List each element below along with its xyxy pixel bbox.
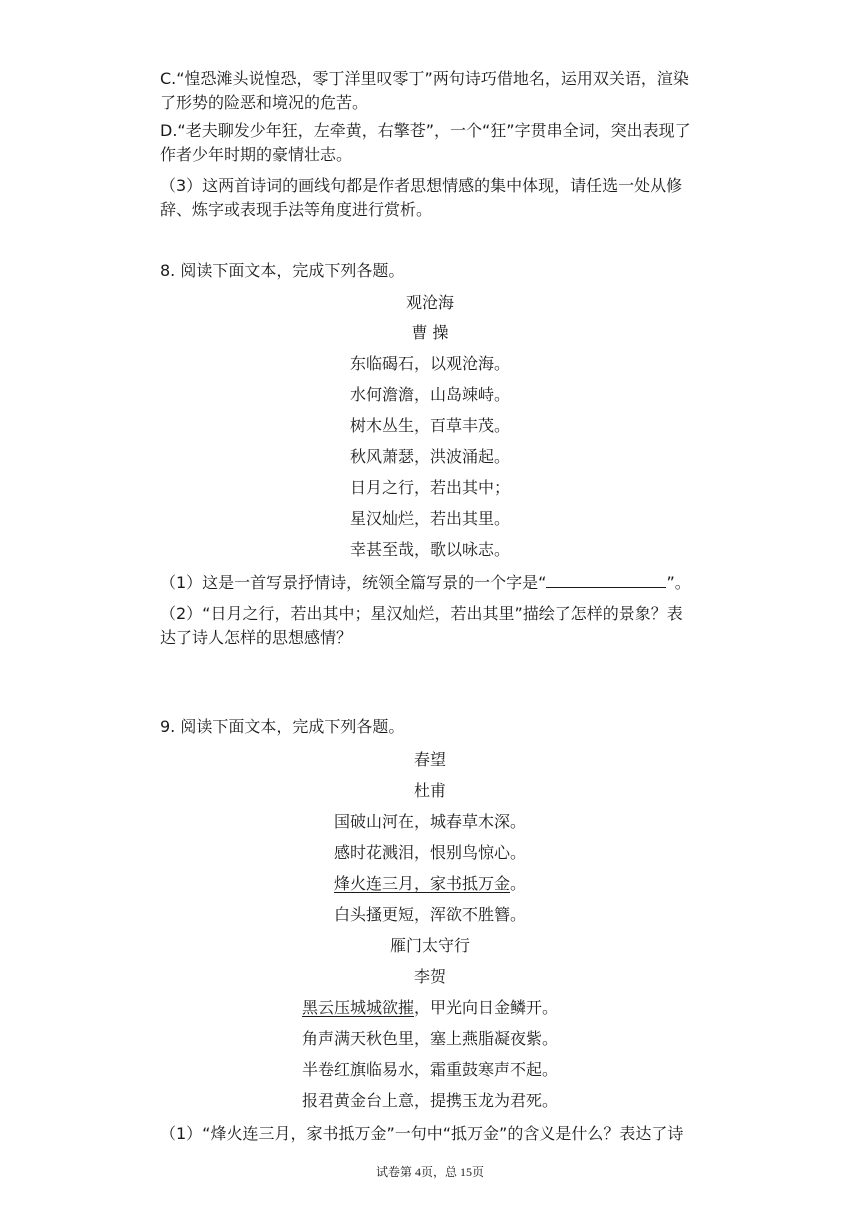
q8-poem-line: 树木丛生，百草丰茂。 (349, 416, 510, 435)
q9-poem2-line-underlined (0, 997, 860, 1019)
q8-sub1-prefix: （1）这是一首写景抒情诗，统领全篇写景的一个字是“ (160, 573, 547, 592)
q7-option-d-line1: D.“老夫聊发少年狂，左牵黄，右擎苍”，一个“狂”字贯串全词，突出表现了 (160, 121, 691, 140)
footer-post: 页 (472, 1165, 485, 1179)
q9-poem2-line: 报君黄金台上意，提携玉龙为君死。 (301, 1091, 558, 1110)
footer-pre: 试卷第 (375, 1165, 415, 1179)
q8-poem-line: 星汉灿烂，若出其里。 (349, 509, 510, 528)
q9-poem1-author: 杜甫 (413, 781, 446, 800)
page-footer (0, 1163, 860, 1180)
q8-sub2-line2: 达了诗人怎样的思想感情？ (160, 628, 353, 647)
q8-heading: 8. 阅读下面文本，完成下列各题。 (160, 261, 405, 280)
q9-poem2-line: 半卷红旗临易水，霜重鼓寒声不起。 (301, 1060, 558, 1079)
answer-blank[interactable] (546, 571, 666, 588)
underlined-phrase: 黑云压城城欲摧 (301, 998, 414, 1017)
q8-poem-line: 幸甚至哉，歌以咏志。 (349, 540, 510, 559)
q7-option-c-line2: 了形势的险恶和境况的危苦。 (160, 93, 369, 112)
q7-sub3-line2: 辞、炼字或表现手法等角度进行赏析。 (160, 200, 433, 219)
q9-poem1-line: 白头搔更短，浑欲不胜簪。 (333, 905, 526, 924)
q8-sub1-suffix: ”。 (666, 573, 691, 592)
q7-option-c-line1: C.“惶恐滩头说惶恐，零丁洋里叹零丁”两句诗巧借地名，运用双关语，渲染 (160, 69, 689, 88)
q7-option-d-line2: 作者少年时期的豪情壮志。 (160, 145, 353, 164)
q9-poem1-title: 春望 (413, 750, 446, 769)
q9-heading: 9. 阅读下面文本，完成下列各题。 (160, 717, 405, 736)
q8-poem-author: 曹 操 (411, 323, 449, 342)
q8-poem-line: 日月之行，若出其中； (349, 478, 510, 497)
q9-poem2-line: 角声满天秋色里，塞上燕脂凝夜紫。 (301, 1029, 558, 1048)
q8-sub2-line1: （2）“日月之行，若出其中；星汉灿烂，若出其里”描绘了怎样的景象？表 (160, 604, 683, 623)
q8-poem-title: 观沧海 (405, 293, 454, 312)
punctuation: 。 (510, 874, 527, 893)
footer-mid: 页，总 (420, 1165, 460, 1179)
q8-poem-line: 水何澹澹，山岛竦峙。 (349, 385, 510, 404)
q9-poem1-line: 感时花溅泪，恨别鸟惊心。 (333, 843, 526, 862)
q8-sub1 (160, 571, 691, 594)
page-total: 15 (460, 1165, 472, 1179)
q9-poem2-title: 雁门太守行 (389, 936, 470, 955)
q7-sub3-line1: （3）这两首诗词的画线句都是作者思想情感的集中体现，请任选一处从修 (160, 176, 683, 195)
q9-poem1-line: 国破山河在，城春草木深。 (333, 812, 526, 831)
q8-poem-line: 东临碣石，以观沧海。 (349, 354, 510, 373)
line-rest: ，甲光向日金鳞开。 (414, 998, 559, 1017)
page-number: 4 (414, 1165, 421, 1179)
q9-poem2-author: 李贺 (413, 967, 446, 986)
underlined-phrase: 烽火连三月，家书抵万金 (333, 874, 510, 893)
q9-sub1-line1: （1）“烽火连三月，家书抵万金”一句中“抵万金”的含义是什么？表达了诗 (160, 1124, 684, 1143)
q9-poem1-line-underlined (0, 873, 860, 895)
q8-poem-line: 秋风萧瑟，洪波涌起。 (349, 447, 510, 466)
